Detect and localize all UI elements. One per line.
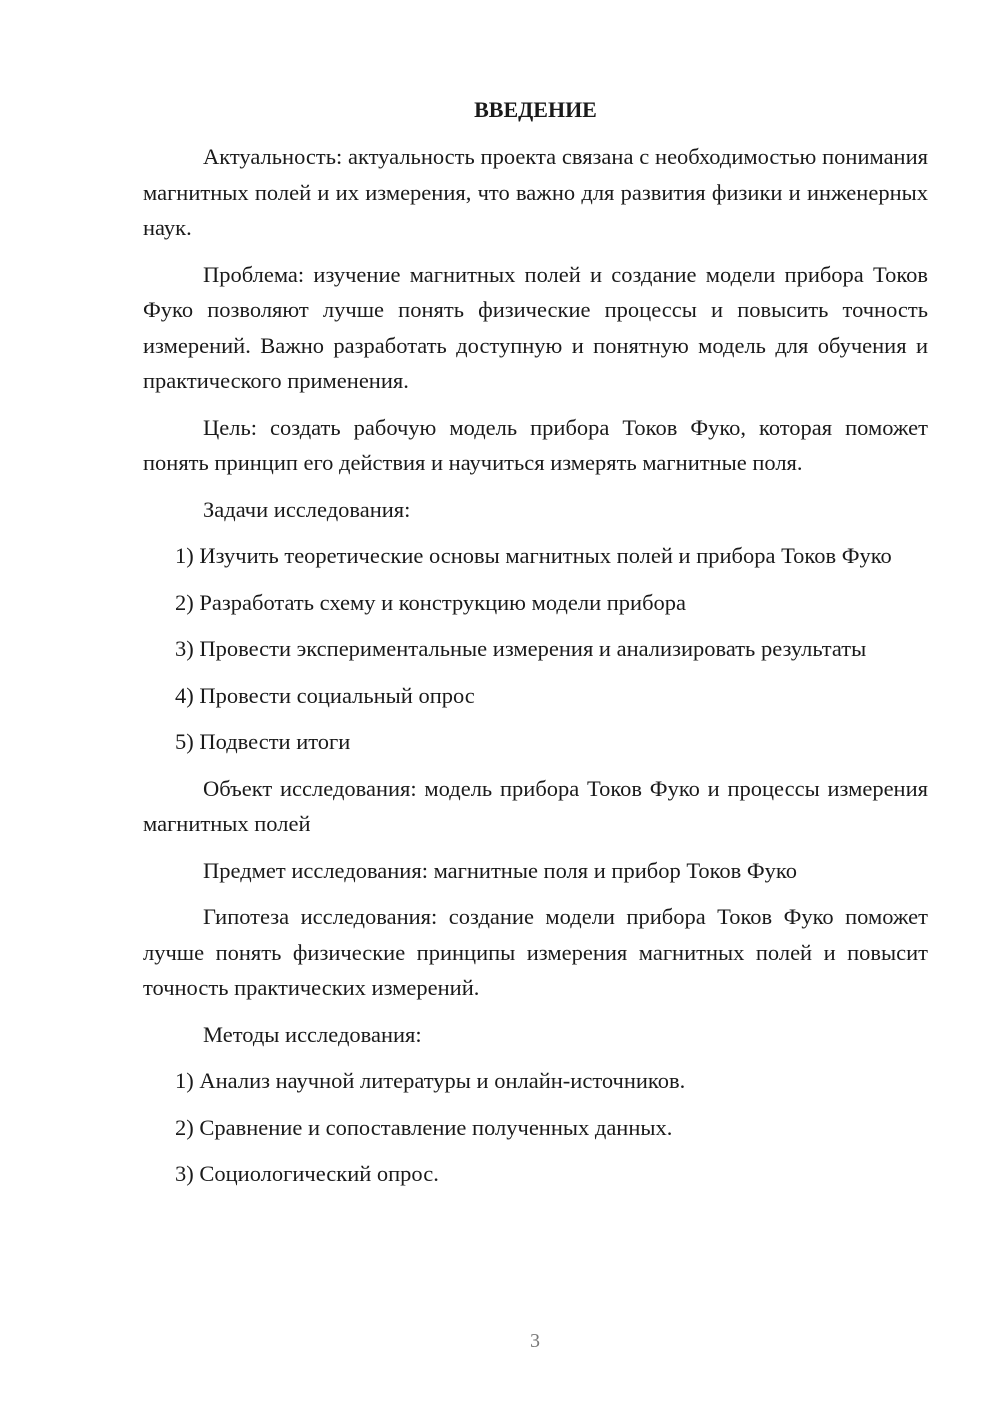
task-item-2: 2) Разработать схему и конструкцию модели прибора bbox=[175, 589, 687, 615]
tasks-heading: Задачи исследования: bbox=[203, 496, 411, 522]
method-item-2: 2) Сравнение и сопоставление полученных данных. bbox=[175, 1114, 673, 1140]
section-title: ВВЕДЕНИЕ bbox=[474, 97, 597, 122]
method-item-1: 1) Анализ научной литературы и онлайн-источников. bbox=[175, 1068, 686, 1093]
task-item-3: 3) Провести экспериментальные измерения и анализировать результаты bbox=[175, 636, 867, 661]
relevance-paragraph: Актуальность: актуальность проекта связана с необходимостью понимания магнитных полей и их измерения, что важно для развития физики и инженерных наук. bbox=[143, 144, 928, 240]
subject-paragraph: Предмет исследования: магнитные поля и прибор Токов Фуко bbox=[203, 857, 797, 883]
method-item-3: 3) Социологический опрос. bbox=[175, 1161, 439, 1186]
object-paragraph: Объект исследования: модель прибора Токов Фуко и процессы измерения магнитных полей bbox=[143, 775, 928, 836]
problem-paragraph: Проблема: изучение магнитных полей и создание модели прибора Токов Фуко позволяют лучше понять физические процессы и повысить точность измерений. Важно разработать доступную и понятную модель для обучения и практического применения. bbox=[143, 261, 928, 393]
goal-paragraph: Цель: создать рабочую модель прибора Токов Фуко, которая поможет понять принцип его действия и научиться измерять магнитные поля. bbox=[143, 414, 928, 475]
task-item-1: 1) Изучить теоретические основы магнитных полей и прибора Токов Фуко bbox=[175, 543, 892, 568]
document-body bbox=[143, 92, 928, 1192]
task-item-4: 4) Провести социальный опрос bbox=[175, 682, 475, 708]
hypothesis-paragraph: Гипотеза исследования: создание модели прибора Токов Фуко поможет лучше понять физические принципы измерения магнитных полей и повысит точность практических измерений. bbox=[143, 904, 928, 1000]
task-item-5: 5) Подвести итоги bbox=[175, 729, 351, 754]
methods-heading: Методы исследования: bbox=[203, 1021, 422, 1047]
page-number: 3 bbox=[530, 1330, 540, 1352]
